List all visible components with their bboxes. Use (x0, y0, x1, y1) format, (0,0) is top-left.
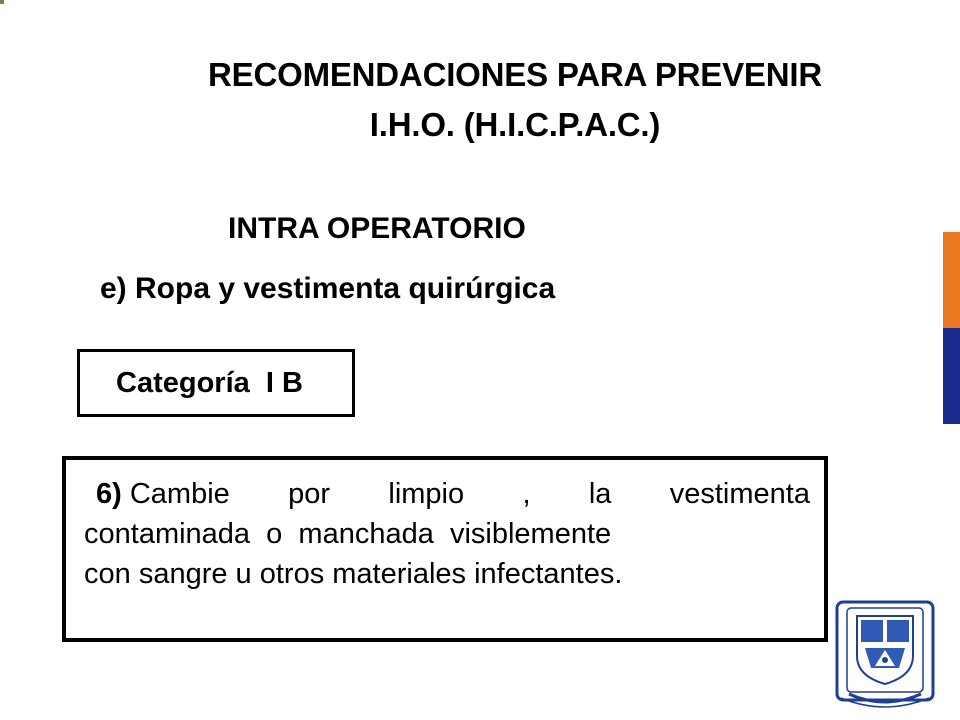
recommendation-word: limpio (388, 478, 465, 510)
recommendation-word: la (588, 478, 612, 510)
category-box (77, 349, 355, 417)
slide-title (0, 50, 960, 150)
recommendation-word: por (288, 478, 331, 510)
subsection-heading: e) Ropa y vestimenta quirúrgica (100, 272, 556, 305)
title-line-2: I.H.O. (H.I.C.P.A.C.) (369, 106, 661, 143)
recommendation-line-3: con sangre u otros materiales infectantes. (84, 558, 623, 590)
recommendation-word: Cambie (129, 478, 230, 510)
recommendation-word: vestimenta (669, 478, 810, 510)
recommendation-first-word (96, 474, 230, 514)
recommendation-line-1 (84, 474, 810, 514)
accent-bar-blue (943, 328, 960, 424)
accent-bar-orange (943, 232, 960, 328)
section-heading: INTRA OPERATORIO (228, 212, 526, 245)
title-line-1: RECOMENDACIONES PARA PREVENIR (208, 56, 822, 93)
recommendation-line-2: contaminada o manchada visiblemente (84, 518, 612, 550)
recommendation-box (62, 456, 828, 642)
university-crest-icon (825, 598, 945, 714)
category-label: Categoría I B (116, 366, 303, 399)
recommendation-number: 6) (96, 478, 122, 510)
corner-mark (0, 0, 4, 4)
recommendation-word: , (522, 478, 531, 510)
